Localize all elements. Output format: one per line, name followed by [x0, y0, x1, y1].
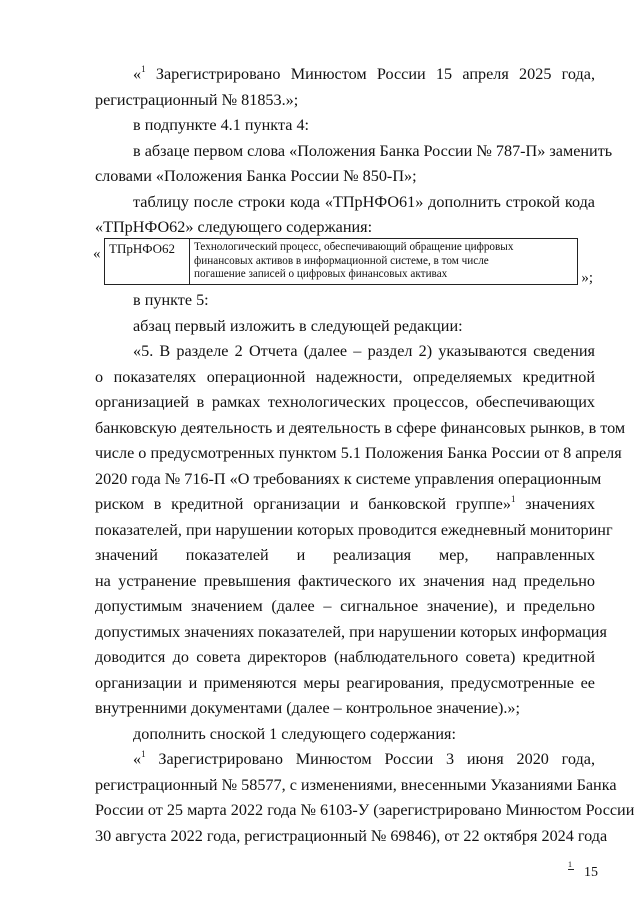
text-line: на устранение превышения фактического их значения над предельно: [95, 572, 595, 590]
description-line: финансовых активов в информационной системе, в том числе: [194, 254, 489, 267]
close-quote: »;: [581, 270, 593, 286]
text-line: внутренними документами (далее – контрольное значение).»;: [95, 699, 520, 717]
text-line: числе о предусмотренных пунктом 5.1 Положения Банка России от 8 апреля: [95, 444, 622, 462]
text-line: в подпункте 4.1 пункта 4:: [133, 116, 310, 134]
text-line: банковскую деятельность и деятельность в сфере финансовых рынков, в том: [95, 419, 626, 437]
corner-mark: 1: [568, 860, 572, 869]
description-line: Технологический процесс, обеспечивающий обращение цифровых: [194, 241, 514, 253]
code-table: [104, 238, 578, 285]
table-description-cell: [190, 239, 578, 285]
inserted-table-row: [93, 238, 593, 288]
text-line: «$^1$ Зарегистрировано Минюстом России 3 июня 2020 года,: [133, 749, 595, 768]
text-line: показателей, при нарушении которых проводится ежедневный мониторинг: [95, 521, 613, 539]
text-line: организацией в рамках технологических процессов, обеспечивающих: [95, 393, 595, 411]
text-line: доводится до совета директоров (наблюдательного совета) кредитной: [95, 648, 595, 666]
table-row: [105, 239, 578, 285]
text-line: абзац первый изложить в следующей редакции:: [133, 317, 463, 335]
text-line: в пункте 5:: [133, 291, 209, 309]
text-line: 30 августа 2022 года, регистрационный № 69846), от 22 октября 2024 года: [95, 827, 608, 845]
text-line: о показателях операционной надежности, определяемых кредитной: [95, 368, 595, 386]
text-line: риском в кредитной организации и банковской группе»$^1$ значениях: [95, 494, 595, 513]
table-code-cell: ТПрНФО62: [105, 239, 190, 285]
text-line: в абзаце первом слова «Положения Банка России № 787-П» заменить: [133, 142, 613, 160]
text-line: словами «Положения Банка России № 850-П»;: [95, 167, 417, 185]
text-line: регистрационный № 81853.»;: [95, 91, 299, 109]
text-line: таблицу после строки кода «ТПрНФО61» дополнить строкой кода: [133, 193, 595, 211]
text-line: дополнить сноской 1 следующего содержания:: [133, 725, 456, 743]
open-quote: «: [93, 246, 101, 262]
text-line: организации и применяются меры реагирования, предусмотренные ее: [95, 674, 595, 692]
text-line: допустимым значением (далее – сигнальное значение), и предельно: [95, 597, 595, 615]
text-line: регистрационный № 58577, с изменениями, внесенными Указаниями Банка: [95, 776, 617, 794]
text-line: допустимых значениях показателей, при нарушении которых информация: [95, 623, 607, 641]
text-line: «$^1$ Зарегистрировано Минюстом России 15 апреля 2025 года,: [133, 64, 595, 83]
text-line: России от 25 марта 2022 года № 6103-У (зарегистрировано Минюстом России: [95, 801, 635, 819]
text-line: 2020 года № 716-П «О требованиях к системе управления операционным: [95, 470, 602, 488]
text-line: значений показателей и реализация мер, направленных: [95, 546, 595, 564]
page-number: 15: [584, 865, 598, 880]
text-line: «5. В разделе 2 Отчета (далее – раздел 2) указываются сведения: [133, 342, 595, 360]
description-line: погашение записей о цифровых финансовых активах: [194, 268, 448, 280]
text-line: «ТПрНФО62» следующего содержания:: [95, 218, 373, 236]
